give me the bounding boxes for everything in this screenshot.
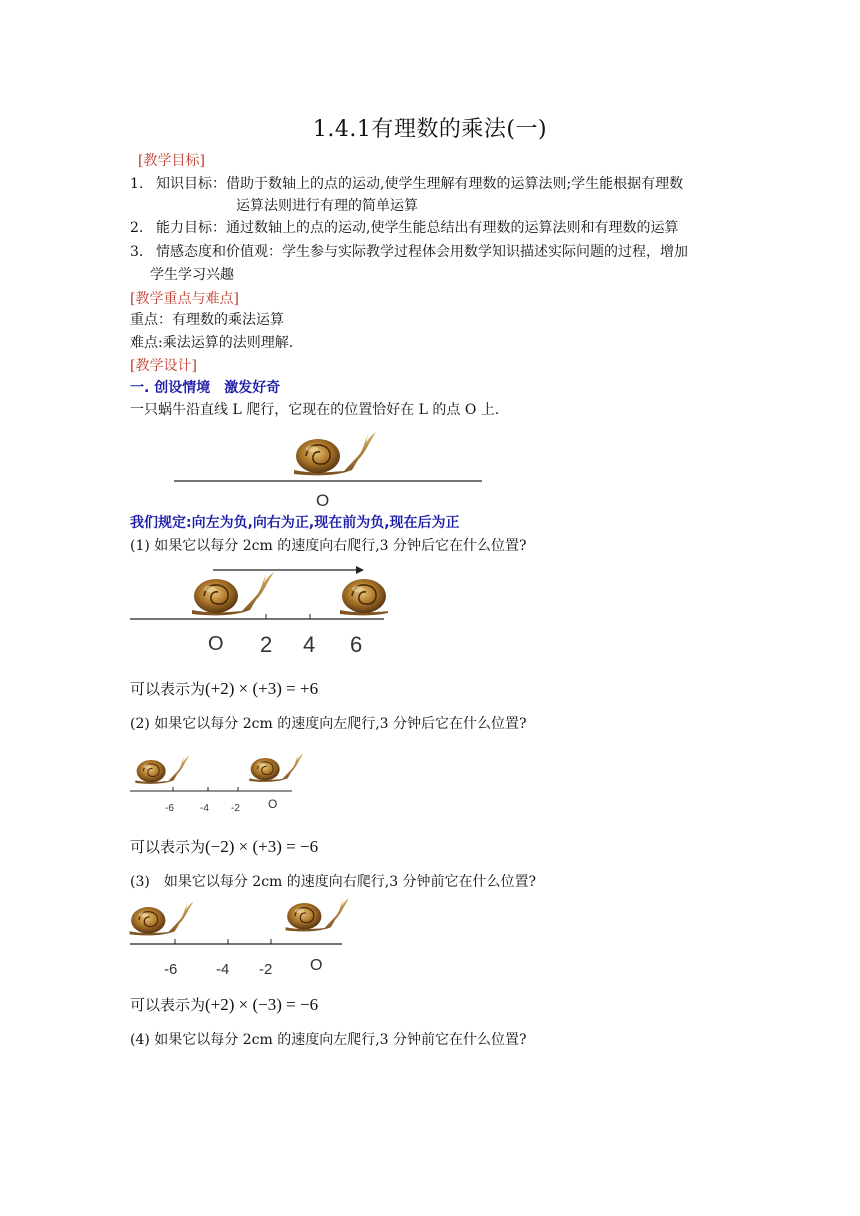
objective-number: 1. xyxy=(130,176,144,192)
answer-prefix: 可以表示为 xyxy=(130,838,206,856)
answer-2 xyxy=(130,836,318,857)
tick-label: -6 xyxy=(165,803,174,814)
snail-figure-3 xyxy=(128,896,348,980)
origin-label: O xyxy=(316,491,330,510)
snail-figure-2 xyxy=(128,752,308,818)
objective-text: 知识目标：借助于数轴上的点的运动,使学生理解有理数的运算法则;学生能根据有理数 xyxy=(156,176,684,192)
objective-item-2 xyxy=(130,218,678,238)
answer-expression: (+2) × (−3) = −6 xyxy=(205,995,319,1014)
tick-label: 6 xyxy=(350,632,363,657)
focus-text: 重点：有理数的乘法运算 xyxy=(130,312,284,328)
answer-3 xyxy=(130,994,318,1015)
question-1: (1) 如果它以每分 2cm 的速度向右爬行,3 分钟后它在什么位置? xyxy=(130,538,527,554)
tick-label: O xyxy=(208,633,224,655)
objective-number: 3. xyxy=(130,244,144,260)
tick-label: -4 xyxy=(200,803,209,814)
objective-item-1 xyxy=(130,174,683,194)
objective-number: 2. xyxy=(130,220,144,236)
answer-expression: (+2) × (+3) = +6 xyxy=(205,679,319,698)
objective-text: 能力目标：通过数轴上的点的运动,使学生能总结出有理数的运算法则和有理数的运算 xyxy=(156,220,679,236)
objectives-heading: [教学目标] xyxy=(138,153,205,169)
snail-image-end xyxy=(340,572,388,615)
part1-title: 一. 创设情境 激发好奇 xyxy=(130,380,281,396)
arrow-head-icon xyxy=(356,566,364,574)
objective-item-3 xyxy=(130,242,688,262)
tick-label: O xyxy=(310,957,323,974)
tick-label: O xyxy=(268,797,278,811)
design-heading: [教学设计] xyxy=(130,358,197,374)
snail-image-start xyxy=(286,898,348,932)
answer-1 xyxy=(130,678,318,699)
objective-item-1-cont: 运算法则进行有理的简单运算 xyxy=(236,198,418,214)
answer-prefix: 可以表示为 xyxy=(130,680,206,698)
intro-text: 一只蜗牛沿直线 L 爬行，它现在的位置恰好在 L 的点 O 上. xyxy=(130,402,500,418)
tick-label: -2 xyxy=(259,961,273,978)
direction-rule: 我们规定:向左为负,向右为正,现在前为负,现在后为正 xyxy=(130,515,460,531)
snail-figure-1 xyxy=(128,560,388,660)
answer-prefix: 可以表示为 xyxy=(130,996,206,1014)
answer-expression: (−2) × (+3) = −6 xyxy=(205,837,319,856)
tick-label: -2 xyxy=(231,803,240,814)
snail-image-end xyxy=(135,755,189,784)
key-points-heading: [教学重点与难点] xyxy=(130,291,239,307)
snail-figure-origin xyxy=(170,428,490,512)
snail-image-start xyxy=(249,753,303,782)
snail-image xyxy=(294,432,376,475)
question-2: (2) 如果它以每分 2cm 的速度向左爬行,3 分钟后它在什么位置? xyxy=(130,716,527,732)
tick-label: -4 xyxy=(216,961,230,978)
snail-image-end xyxy=(130,902,194,936)
objective-item-3-cont: 学生学习兴趣 xyxy=(150,267,234,283)
tick-label: 4 xyxy=(303,632,316,657)
tick-label: 2 xyxy=(260,632,273,657)
page-title: 1.4.1有理数的乘法(一) xyxy=(312,117,548,142)
difficulty-text: 难点:乘法运算的法则理解. xyxy=(130,335,294,351)
objective-text: 情感态度和价值观：学生参与实际教学过程体会用数学知识描述实际问题的过程，增加 xyxy=(156,244,688,260)
tick-label: -6 xyxy=(164,961,178,978)
question-3: (3) 如果它以每分 2cm 的速度向右爬行,3 分钟前它在什么位置? xyxy=(130,874,537,890)
snail-image-start xyxy=(192,572,274,615)
question-4: (4) 如果它以每分 2cm 的速度向左爬行,3 分钟前它在什么位置? xyxy=(130,1032,527,1048)
